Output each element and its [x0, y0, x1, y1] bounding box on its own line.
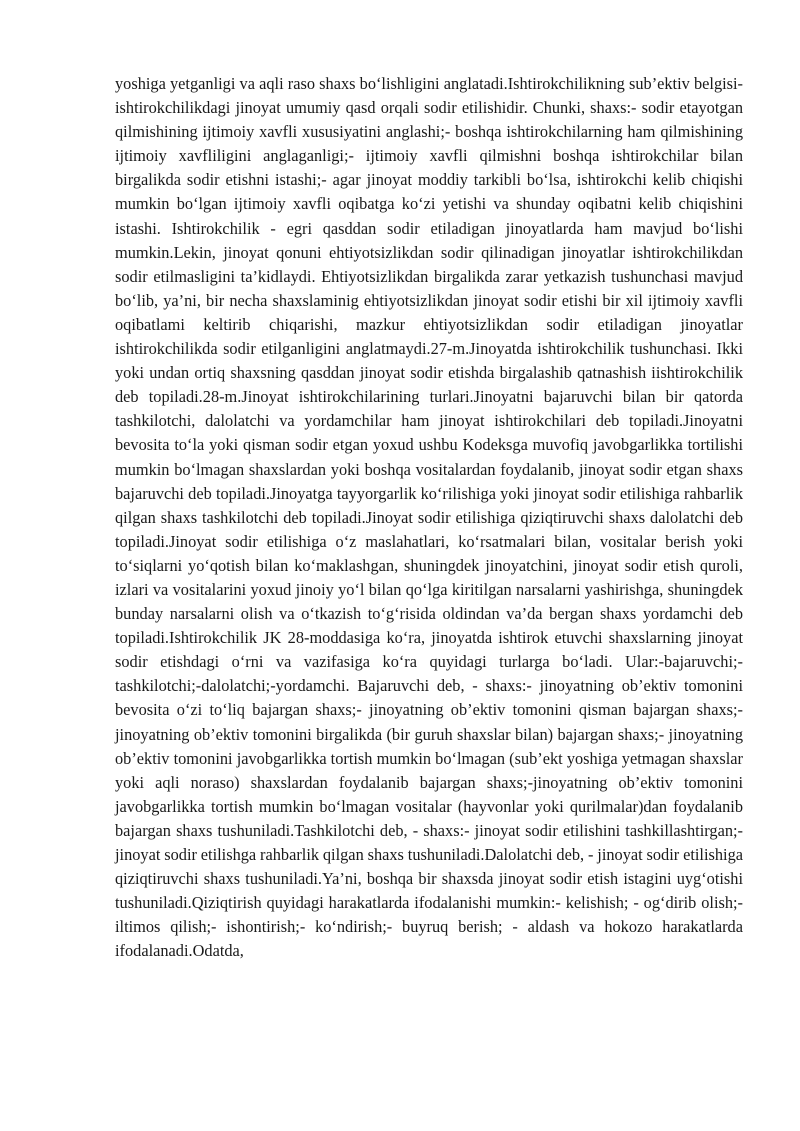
body-paragraph: yoshiga yetganligi va aqli raso shaxs bo‘lishligini anglatadi.Ishtirokchilikning sub’ektiv belgisi-ishtirokchilikdagi jinoyat umumiy qasd orqali sodir etilishidir. Chunki, shaxs:- sodir etayotgan qilmishining ijtimoiy xavfli xususiyatini anglashi;- boshqa ishtirokchilarning ham qilmishining ijtimoiy xavfliligini anglaganligi;- ijtimoiy xavfli qilmishni boshqa ishtirokchilar bilan birgalikda sodir etishni istashi;- agar jinoyat moddiy tarkibli bo‘lsa, ishtirokchi kelib chiqishi mumkin bo‘lgan ijtimoiy xavfli oqibatga ko‘zi yetishi va shunday oqibatni kelib chiqishini istashi. Ishtirokchilik - egri qasddan sodir etiladigan jinoyatlarda ham mavjud bo‘lishi mumkin.Lekin, jinoyat qonuni ehtiyotsizlikdan sodir qilinadigan jinoyatlar ishtirokchilikdan sodir etilmasligini ta’kidlaydi. Ehtiyotsizlikdan birgalikda zarar yetkazish tushunchasi mavjud bo‘lib, ya’ni, bir necha shaxslaminig ehtiyotsizlikdan jinoyat sodir etishi bir xil ijtimoiy xavfli oqibatlami keltirib chiqarishi, mazkur ehtiyotsizlikdan sodir etiladigan jinoyatlar ishtirokchilikda sodir etilganligini anglatmaydi.27-m.Jinoyatda ishtirokchilik tushunchasi. Ikki yoki undan ortiq shaxsning qasddan jinoyat sodir etishda birgalashib qatnashish iishtirokchilik deb topiladi.28-m.Jinoyat ishtirokchilarining turlari.Jinoyatni bajaruvchi bilan bir qatorda tashkilotchi, dalolatchi va yordamchilar ham jinoyat ishtirokchilari deb topiladi.Jinoyatni bevosita to‘la yoki qisman sodir etgan yoxud ushbu Kodeksga muvofiq javobgarlikka tortilishi mumkin bo‘lmagan shaxslardan yoki boshqa vositalardan foydalanib, jinoyat sodir etgan shaxs bajaruvchi deb topiladi.Jinoyatga tayyorgarlik ko‘rilishiga yoki jinoyat sodir etilishiga rahbarlik qilgan shaxs tashkilotchi deb topiladi.Jinoyat sodir etilishiga qiziqtiruvchi shaxs dalolatchi deb topiladi.Jinoyat sodir etilishiga o‘z maslahatlari, ko‘rsatmalari bilan, vositalar berish yoki to‘siqlarni yo‘qotish bilan ko‘maklashgan, shuningdek jinoyatchini, jinoyat sodir etish quroli, izlari va vositalarini yoxud jinoiy yo‘l bilan qo‘lga kiritilgan narsalarni yashirishga, shuningdek bunday narsalarni olish va o‘tkazish to‘g‘risida oldindan va’da bergan shaxs yordamchi deb topiladi.Ishtirokchilik JK 28-moddasiga ko‘ra, jinoyatda ishtirok etuvchi shaxslarning jinoyat sodir etishdagi o‘rni va vazifasiga ko‘ra quyidagi turlarga bo‘ladi. Ular:-bajaruvchi;-tashkilotchi;-dalolatchi;-yordamchi. Bajaruvchi deb, - shaxs:- jinoyatning ob’ektiv tomonini bevosita o‘zi to‘liq bajargan shaxs;- jinoyatning ob’ektiv tomonini qisman bajargan shaxs;- jinoyatning ob’ektiv tomonini birgalikda (bir guruh shaxslar bilan) bajargan shaxs;- jinoyatning ob’ektiv tomonini javobgarlikka tortish mumkin bo‘lmagan (sub’ekt yoshiga yetmagan shaxslar yoki aqli noraso) shaxslardan foydalanib bajargan shaxs;-jinoyatning ob’ektiv tomonini javobgarlikka tortish mumkin bo‘lmagan vositalar (hayvonlar yoki qurilmalar)dan foydalanib bajargan shaxs tushuniladi.Tashkilotchi deb, - shaxs:- jinoyat sodir etilishini tashkillashtirgan;- jinoyat sodir etilishga rahbarlik qilgan shaxs tushuniladi.Dalolatchi deb, - jinoyat sodir etilishiga qiziqtiruvchi shaxs tushuniladi.Ya’ni, boshqa bir shaxsda jinoyat sodir etish istagini uyg‘otishi tushuniladi.Qiziqtirish quyidagi harakatlarda ifodalanishi mumkin:- kelishish; - og‘dirib olish;- iltimos qilish;- ishontirish;- ko‘ndirish;- buyruq berish; - aldash va hokozo harakatlarda ifodalanadi.Odatda,	[115, 74, 743, 961]
document-page	[115, 72, 743, 963]
